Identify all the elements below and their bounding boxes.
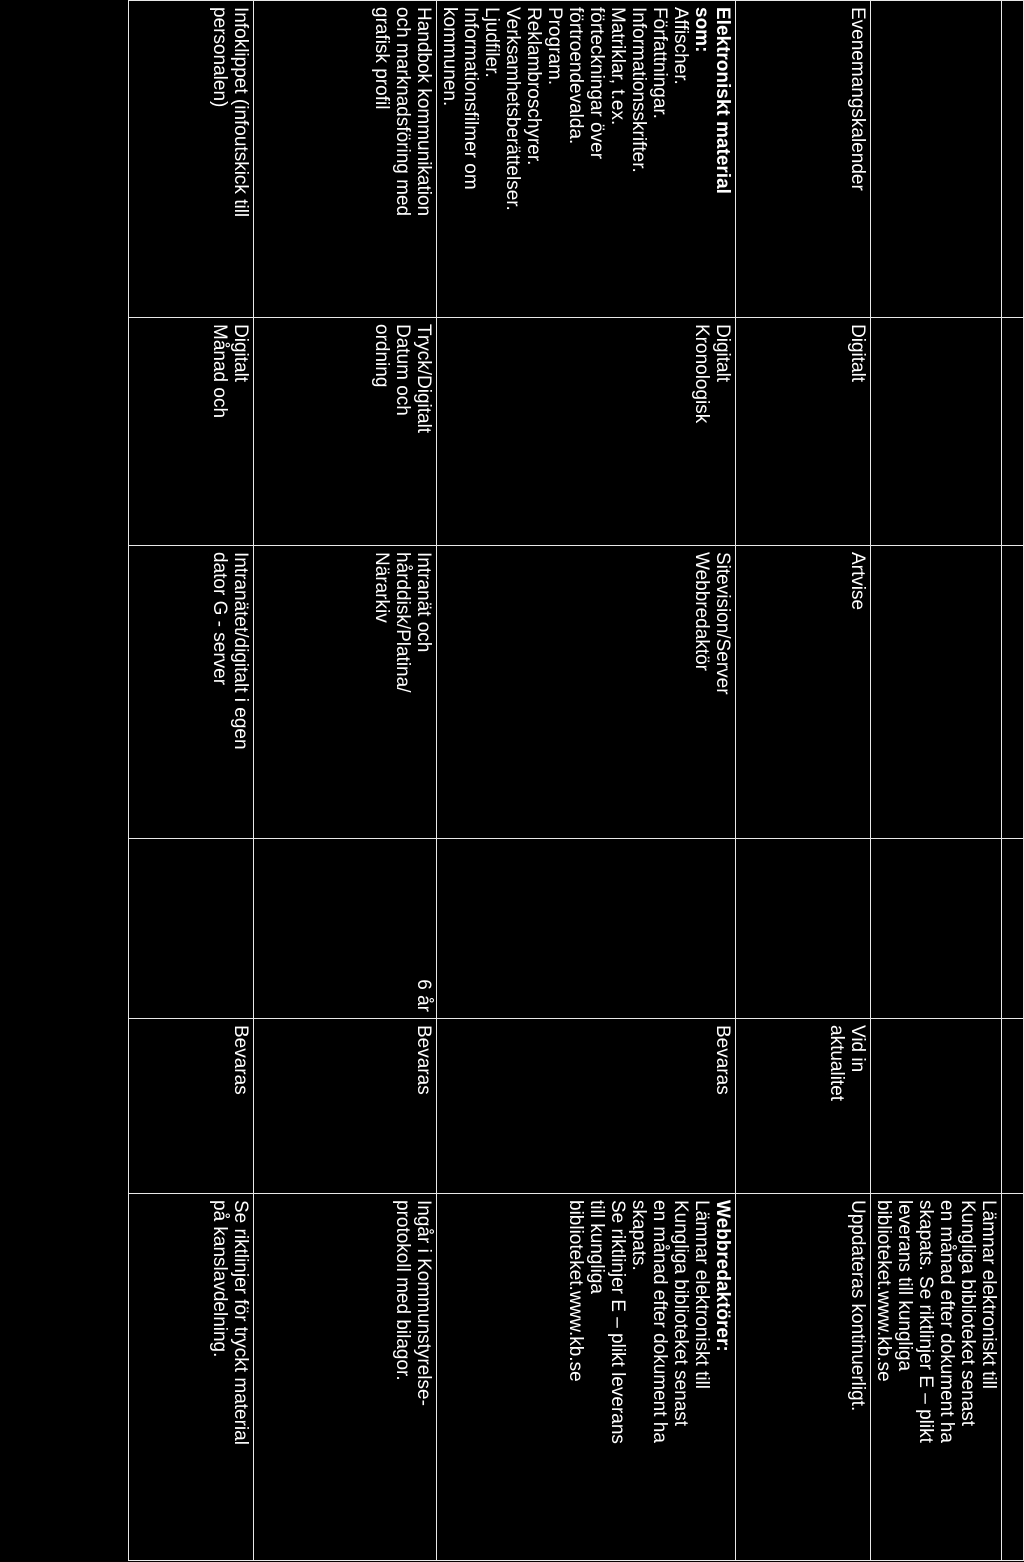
cell-retention-time xyxy=(129,839,254,1019)
cell-medium xyxy=(871,318,1002,546)
table-row xyxy=(254,1,437,1561)
archive-table xyxy=(128,0,1024,1561)
cell-note: Lämnar elektroniskt till Kungliga biblioteket senast en månad efter dokument ha skapats. Se riktlinjer E – plikt leverans till kungliga biblioteket.www.kb.se xyxy=(871,1194,1002,1561)
cell-document-type: Handbok kommunikation och marknadsföring med grafisk profil xyxy=(254,1,437,318)
cell-medium: Digitalt xyxy=(736,318,871,546)
cell-text: Affischer. Författningar. Informationsskrifter. Matriklar, t.ex. förteckningar över förtroendevalda. Program. Reklambroschyrer. Verksamhetsberättelser. Ljudfiler. Informationsfilmer om kommunen. xyxy=(439,7,691,211)
cell-storage xyxy=(871,546,1002,839)
cell-disposal: Bevaras xyxy=(254,1019,437,1194)
cell-retention-time xyxy=(871,839,1002,1019)
table-cell xyxy=(1002,1,1024,318)
cell-note: Ingår i Kommunstyrelse- protokoll med bilagor. xyxy=(254,1194,437,1561)
cell-disposal: Vid in aktualitet xyxy=(736,1019,871,1194)
bold-heading: Elektroniskt material som: xyxy=(691,7,733,194)
table-row xyxy=(437,1,736,1561)
cell-disposal xyxy=(871,1019,1002,1194)
cell-medium: Digitalt Månad och xyxy=(129,318,254,546)
cell-disposal: Bevaras xyxy=(437,1019,736,1194)
table-cell xyxy=(1002,546,1024,839)
table-cell xyxy=(1002,839,1024,1019)
table-cell xyxy=(1002,318,1024,546)
cell-retention-time: 6 år xyxy=(254,839,437,1019)
cell-text: Lämnar elektroniskt till Kungliga biblioteket senast en månad efter dokument ha skapats. Se riktlinjer E – plikt leverans till kungliga biblioteket.www.kb.se xyxy=(565,1200,712,1444)
cell-retention-time xyxy=(437,839,736,1019)
table-row xyxy=(736,1,871,1561)
cell-storage: Intranätet/digitalt i egen dator G - server xyxy=(129,546,254,839)
cell-storage: Sitevision/Server Webbredaktör xyxy=(437,546,736,839)
bold-heading: Webbredaktörer: xyxy=(712,1200,733,1352)
cell-retention-time xyxy=(736,839,871,1019)
cell-document-type: Infoklippet (infoutskick till personalen) xyxy=(129,1,254,318)
table-cell xyxy=(1002,1194,1024,1561)
table-row xyxy=(129,1,254,1561)
table-row xyxy=(871,1,1002,1561)
cell-medium: Digitalt Kronologisk xyxy=(437,318,736,546)
cell-disposal: Bevaras xyxy=(129,1019,254,1194)
cell-note xyxy=(437,1194,736,1561)
cell-note: Uppdateras kontinuerligt. xyxy=(736,1194,871,1561)
cell-document-type xyxy=(437,1,736,318)
cell-storage: Intranät och hårddisk/Platina/ Närarkiv xyxy=(254,546,437,839)
cell-note: Se riktlinjer för tryckt material på kanslavdelning. xyxy=(129,1194,254,1561)
cell-storage: Artvise xyxy=(736,546,871,839)
cell-document-type: Evenemangskalender xyxy=(736,1,871,318)
table-row xyxy=(1002,1,1024,1561)
cell-document-type xyxy=(871,1,1002,318)
cell-medium: Tryck/Digitalt Datum och ordning xyxy=(254,318,437,546)
table-cell xyxy=(1002,1019,1024,1194)
